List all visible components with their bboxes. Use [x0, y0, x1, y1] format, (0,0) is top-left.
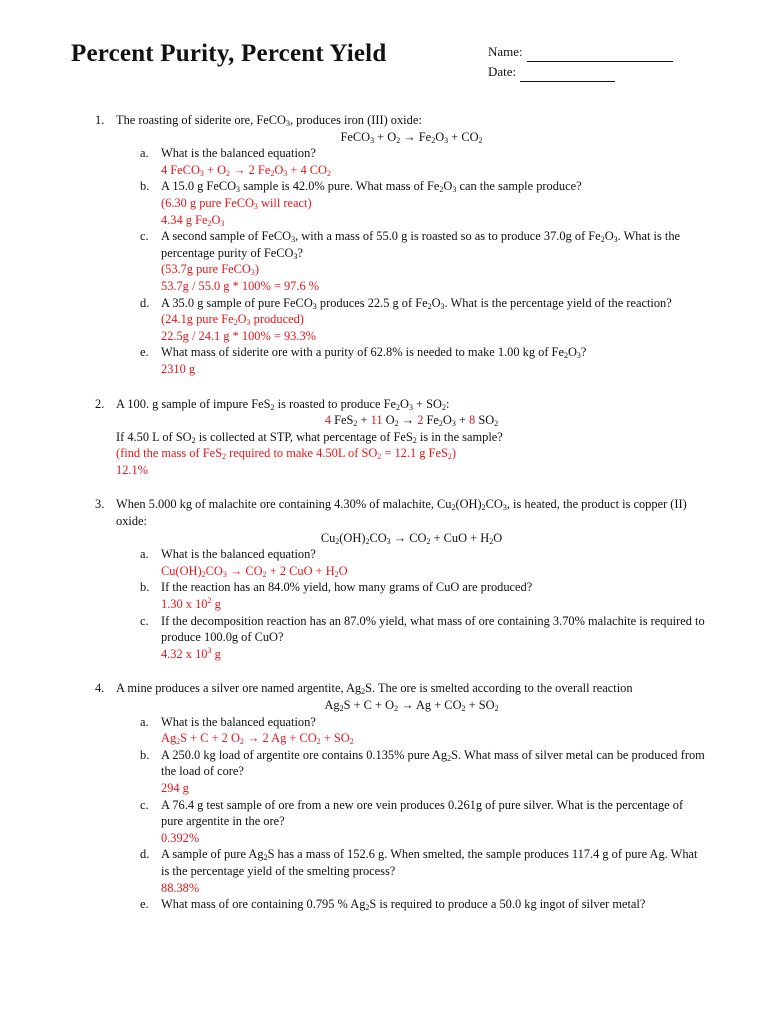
part-label: c. [140, 797, 149, 812]
answer-text: 2310 g [161, 361, 196, 376]
part-text: What is the balanced equation? [161, 714, 316, 729]
part-text: A 250.0 kg load of argentite ore contains 0.135% pure $Ag_2S$. What mass of silver metal can be produced from the load of core? [161, 747, 705, 779]
date-label: Date: [488, 64, 517, 79]
question-prompt: A mine produces a silver ore named argentite, $Ag_2S$. The ore is smelted according to the overall reaction [116, 681, 633, 697]
question-3-part-b [116, 579, 707, 612]
question-1-part-d [116, 295, 707, 345]
question-prompt: The roasting of siderite ore, FeCO$_3$, produces iron (III) oxide: [116, 113, 422, 128]
question-4-part-d [116, 846, 707, 896]
chemical-equation: $Ag_2S + C + O_2 \to Ag + CO_2 + SO_2$ [324, 698, 499, 713]
answer-text: 53.7g / 55.0 g * 100% = 97.6 % [161, 278, 320, 293]
name-date-block [488, 42, 673, 82]
part-text: What is the balanced equation? [161, 547, 316, 562]
part-label: a. [140, 146, 149, 161]
answer-text: 12.1% [116, 462, 149, 477]
answer-text: $Ag_2S + C + 2$ $O_2 \to 2$ $Ag + CO_2 + SO_2$ [161, 731, 354, 747]
date-row [488, 62, 673, 82]
part-label: d. [140, 847, 150, 862]
page-title: Percent Purity, Percent Yield [71, 40, 387, 67]
answer-text: (6.30 g pure FeCO$_3$ will react) [161, 195, 312, 211]
answer-text: 22.5g / 24.1 g * 100% = 93.3% [161, 328, 316, 343]
chemical-equation: 4 FeS$_2$ + 11 $O_2 \to 2$ $Fe_2O_3 + 8$ $SO_2$ [324, 413, 499, 429]
questions-list [95, 112, 707, 913]
chemical-equation: $Cu_2(OH)_2CO_3 \to CO_2$ + CuO + $H_2O$ [320, 530, 503, 546]
answer-text: (find the mass of FeS$_2$ required to make 4.50L of $SO_2 = 12.1$ g FeS$_2$) [116, 446, 456, 462]
part-label: d. [140, 295, 150, 310]
part-label: a. [140, 714, 149, 729]
part-label: c. [140, 613, 149, 628]
name-label: Name: [488, 44, 523, 59]
question-4-part-c [116, 797, 707, 847]
question-1-part-c [116, 228, 707, 294]
part-label: b. [140, 747, 150, 762]
question-4-part-b [116, 747, 707, 797]
question-followup: If 4.50 L of $SO_2$ is collected at STP, what percentage of FeS$_2$ is in the sample? [116, 429, 503, 445]
question-2 [95, 396, 707, 479]
question-number: 2. [95, 396, 105, 411]
answer-text: $Cu(OH)_2CO_3 \to CO_2 + 2$ CuO + $H_2O$ [161, 563, 348, 579]
part-text: A sample of pure $Ag_2S$ has a mass of 152.6 g. When smelted, the sample produces 117.4 g of pure Ag. What is the percentage yield of the smelting process? [161, 847, 698, 878]
answer-text: 4.34 g $Fe_2O_3$ [161, 212, 225, 228]
part-label: b. [140, 580, 150, 595]
answer-text: 294 g [161, 780, 189, 795]
question-3 [95, 496, 707, 662]
part-text: What mass of siderite ore with a purity of 62.8% is needed to make 1.00 kg of $Fe_2O_3$? [161, 345, 587, 361]
answer-text: 1.30 x $10^2$ g [161, 596, 221, 612]
question-4 [95, 680, 707, 912]
part-text: A 35.0 g sample of pure FeCO$_3$ produces 22.5 g of $Fe_2O_3$. What is the percentage yield of the reaction? [161, 295, 672, 311]
part-text: If the reaction has an 84.0% yield, how many grams of CuO are produced? [161, 580, 533, 595]
question-number: 4. [95, 681, 105, 696]
question-3-part-c [116, 613, 707, 663]
question-prompt: A 100. g sample of impure FeS$_2$ is roasted to produce $Fe_2O_3 + SO_2$: [116, 396, 450, 412]
part-label: b. [140, 179, 150, 194]
part-text: What is the balanced equation? [161, 146, 316, 161]
part-text: A second sample of FeCO$_3$, with a mass of 55.0 g is roasted so as to produce 37.0g of $Fe_2O_3$. What is the percentage purity of FeCO$_3$? [161, 229, 681, 261]
name-blank-line [527, 49, 673, 62]
answer-text: 4 FeCO$_3$ + $O_2 \to 2$ $Fe_2O_3 + 4$ $CO_2$ [161, 162, 331, 178]
question-1-part-a [116, 145, 707, 178]
question-4-part-e [116, 896, 707, 913]
question-number: 1. [95, 113, 105, 127]
date-blank-line [520, 69, 615, 82]
question-3-part-a [116, 546, 707, 579]
part-label: e. [140, 897, 149, 912]
name-row [488, 42, 673, 62]
part-text: A 76.4 g test sample of ore from a new ore vein produces 0.261g of pure silver. What is the percentage of pure argentite in the ore? [161, 797, 684, 829]
part-label: e. [140, 345, 149, 360]
answer-text: 88.38% [161, 880, 200, 895]
question-1-part-e [116, 344, 707, 377]
question-4-part-a [116, 714, 707, 747]
answer-text: (24.1g pure $Fe_2O_3$ produced) [161, 312, 304, 328]
question-1-part-b [116, 178, 707, 228]
answer-text: 4.32 x $10^3$ g [161, 645, 221, 661]
question-number: 3. [95, 497, 105, 512]
part-label: a. [140, 547, 149, 562]
question-1 [95, 112, 707, 378]
part-label: c. [140, 229, 149, 244]
answer-text: 0.392% [161, 830, 200, 845]
part-text: If the decomposition reaction has an 87.0% yield, what mass of ore containing 3.70% malachite is required to produce 100.0g of CuO? [161, 613, 705, 645]
part-text: A 15.0 g FeCO$_3$ sample is 42.0% pure. What mass of $Fe_2O_3$ can the sample produce? [161, 179, 582, 195]
answer-text: (53.7g pure FeCO$_3$) [161, 262, 259, 278]
question-prompt: When 5.000 kg of malachite ore containing 4.30% of malachite, $Cu_2(OH)_2CO_3$, is heated, the product is copper (II) oxide: [116, 497, 687, 529]
chemical-equation: FeCO$_3$ + $O_2 \to Fe_2O_3 + CO_2$ [340, 129, 483, 145]
part-text: What mass of ore containing 0.795 % $Ag_2S$ is required to produce a 50.0 kg ingot of silver metal? [161, 897, 646, 913]
